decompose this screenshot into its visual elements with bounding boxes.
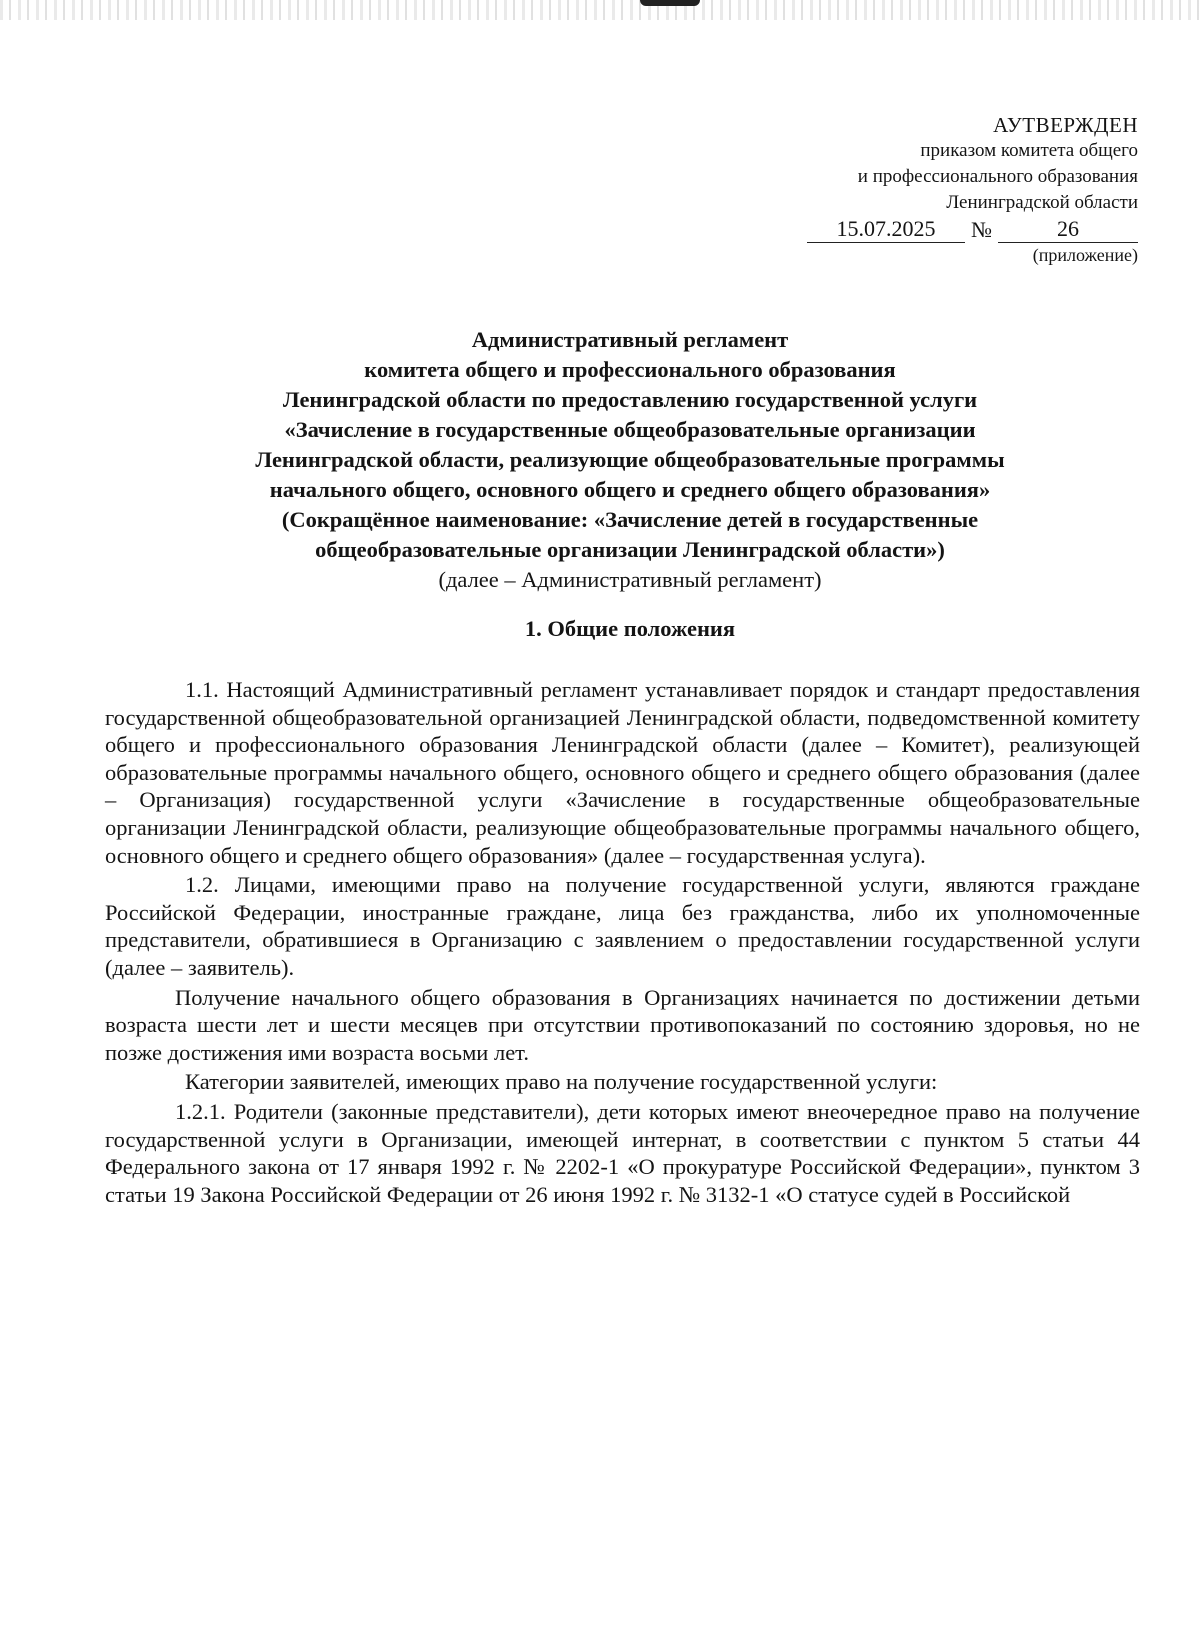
- title-line: общеобразовательные организации Ленинградской области»): [315, 537, 945, 562]
- order-line: [618, 216, 1138, 243]
- approval-line: Ленинградской области: [946, 192, 1138, 213]
- paragraph: 1.1. Настоящий Административный регламент устанавливает порядок и стандарт предоставления государственной общеобразовательной организацией Ленинградской области, подведомственной комитету общего и профессионального образования Ленинградской области (далее – Комитет), реализующей образовательные программы начального общего, основного общего и среднего общего образования (далее – Организация) государственной услуги «Зачисление в государственные общеобразовательные организации Ленинградской области, реализующие общеобразовательные программы начального общего, основного общего и среднего общего образования» (далее – государственная услуга).: [105, 677, 1140, 868]
- approval-line: и профессионального образования: [857, 166, 1138, 187]
- title-line: комитета общего и профессионального образования: [364, 357, 896, 382]
- title-subtitle: (далее – Административный регламент): [438, 567, 822, 592]
- approval-stamp: АУТВЕРЖДЕН: [993, 113, 1138, 137]
- scan-blob-artifact: [640, 0, 700, 6]
- appendix-note: (приложение): [1032, 245, 1138, 265]
- approval-block: [618, 112, 1138, 267]
- title-line: «Зачисление в государственные общеобразовательные организации: [284, 417, 976, 442]
- order-number-sign: №: [971, 217, 992, 242]
- paragraph: 1.2. Лицами, имеющими право на получение государственной услуги, являются граждане Российской Федерации, иностранные граждане, лица без гражданства, либо их уполномоченные представители, обратившиеся в Организацию с заявлением о предоставлении государственной услуги (далее – заявитель).: [105, 872, 1140, 980]
- section-heading: 1. Общие положения: [524, 616, 736, 641]
- title-line: начального общего, основного общего и среднего общего образования»: [269, 477, 991, 502]
- order-number: 26: [998, 216, 1138, 243]
- scan-edge-artifact: [0, 0, 1200, 20]
- title-line: (Сокращённое наименование: «Зачисление детей в государственные: [281, 507, 979, 532]
- title-line: Ленинградской области, реализующие общеобразовательные программы: [255, 447, 1005, 472]
- paragraph: Категории заявителей, имеющих право на получение государственной услуги:: [185, 1069, 938, 1095]
- title-line: Административный регламент: [471, 327, 789, 352]
- body-text: [105, 676, 1140, 1210]
- approval-line: приказом комитета общего: [920, 140, 1138, 161]
- paragraph: 1.2.1. Родители (законные представители), дети которых имеют внеочередное право на получение государственной услуги в Организации, имеющей интернат, в соответствии с пунктом 5 статьи 44 Федерального закона от 17 января 1992 г. № 2202-1 «О прокуратуре Российской Федерации», пунктом 3 статьи 19 Закона Российской Федерации от 26 июня 1992 г. № 3132-1 «О статусе судей в Российской: [105, 1098, 1140, 1207]
- document-title: [110, 325, 1150, 595]
- paragraph: Получение начального общего образования в Организациях начинается по достижении детьми возраста шести лет и шести месяцев при отсутствии противопоказаний по состоянию здоровья, но не позже достижения ими возраста восьми лет.: [105, 984, 1140, 1065]
- order-date: 15.07.2025: [807, 216, 965, 243]
- title-line: Ленинградской области по предоставлению государственной услуги: [282, 387, 978, 412]
